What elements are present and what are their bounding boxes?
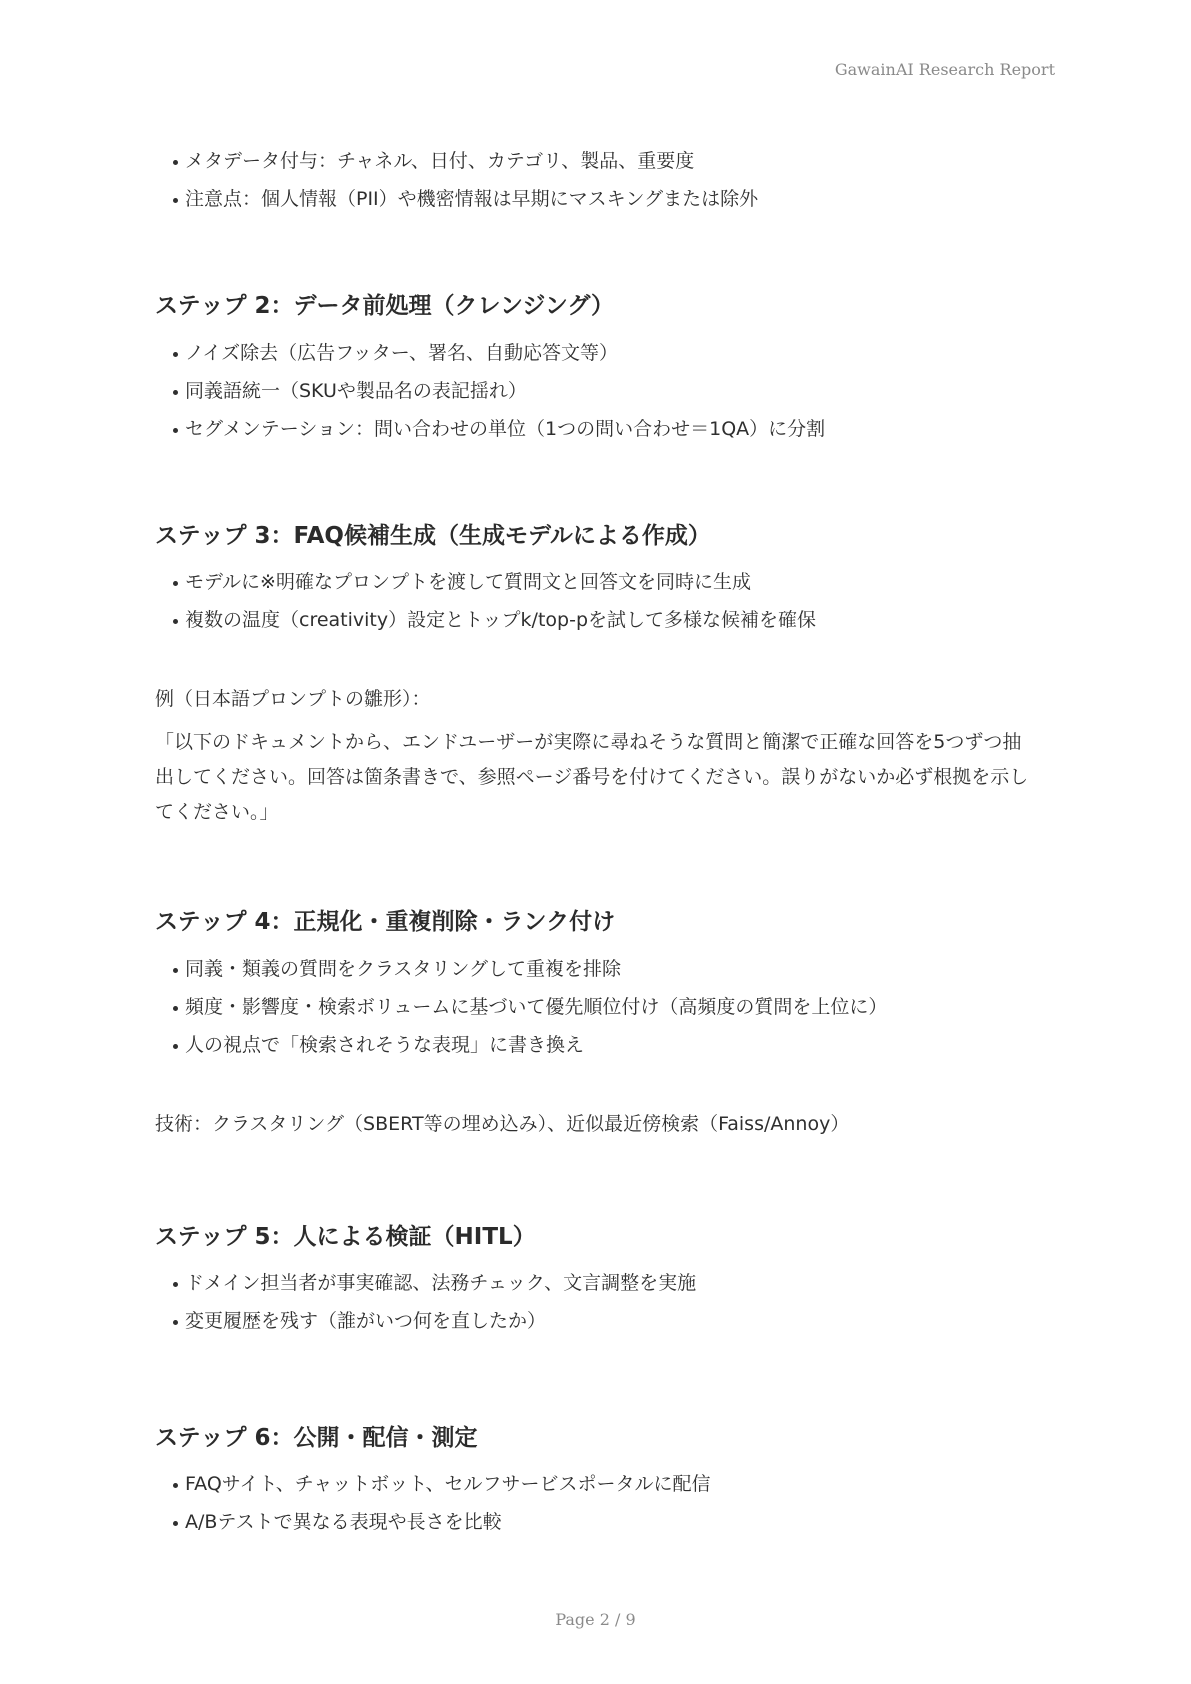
- example-prompt-text: 「以下のドキュメントから、エンドユーザーが実際に尋ねそうな質問と簡潔で正確な回答を5つずつ抽出してください。回答は箇条書きで、参照ページ番号を付けてください。誤りがないか必ず根拠を示してください。」: [155, 731, 1029, 823]
- step-2-bullet-list: [173, 334, 825, 448]
- step-5-bullet-list: [173, 1264, 696, 1340]
- section-heading-step-3: ステップ 3：FAQ候補生成（生成モデルによる作成）: [155, 523, 711, 549]
- list-item: モデルに※明確なプロンプトを渡して質問文と回答文を同時に生成: [173, 563, 816, 601]
- section-heading-step-2: ステップ 2：データ前処理（クレンジング）: [155, 293, 615, 319]
- example-label: 例（日本語プロンプトの雛形）：: [155, 688, 431, 710]
- step-6-bullet-list: [173, 1465, 711, 1541]
- section-heading-step-5: ステップ 5：人による検証（HITL）: [155, 1224, 536, 1250]
- list-item: 変更履歴を残す（誰がいつ何を直したか）: [173, 1302, 696, 1340]
- intro-bullet-list: [173, 142, 758, 218]
- list-item: セグメンテーション：問い合わせの単位（1つの問い合わせ＝1QA）に分割: [173, 410, 825, 448]
- list-item: 頻度・影響度・検索ボリュームに基づいて優先順位付け（高頻度の質問を上位に）: [173, 988, 887, 1026]
- section-heading-step-4: ステップ 4：正規化・重複削除・ランク付け: [155, 909, 616, 935]
- step-4-bullet-list: [173, 950, 887, 1064]
- section-heading-step-6: ステップ 6：公開・配信・測定: [155, 1425, 478, 1451]
- list-item: FAQサイト、チャットボット、セルフサービスポータルに配信: [173, 1465, 711, 1503]
- technology-note: 技術：クラスタリング（SBERT等の埋め込み）、近似最近傍検索（Faiss/Annoy）: [155, 1113, 850, 1135]
- page-number: Page 2 / 9: [555, 1610, 636, 1629]
- list-item: メタデータ付与：チャネル、日付、カテゴリ、製品、重要度: [173, 142, 758, 180]
- step-3-bullet-list: [173, 563, 816, 639]
- list-item: 人の視点で「検索されそうな表現」に書き換え: [173, 1026, 887, 1064]
- list-item: ドメイン担当者が事実確認、法務チェック、文言調整を実施: [173, 1264, 696, 1302]
- list-item: 同義・類義の質問をクラスタリングして重複を排除: [173, 950, 887, 988]
- list-item: A/Bテストで異なる表現や長さを比較: [173, 1503, 711, 1541]
- list-item: ノイズ除去（広告フッター、署名、自動応答文等）: [173, 334, 825, 372]
- list-item: 同義語統一（SKUや製品名の表記揺れ）: [173, 372, 825, 410]
- report-header: GawainAI Research Report: [834, 60, 1055, 79]
- list-item: 複数の温度（creativity）設定とトップk/top-pを試して多様な候補を確保: [173, 601, 816, 639]
- list-item: 注意点：個人情報（PII）や機密情報は早期にマスキングまたは除外: [173, 180, 758, 218]
